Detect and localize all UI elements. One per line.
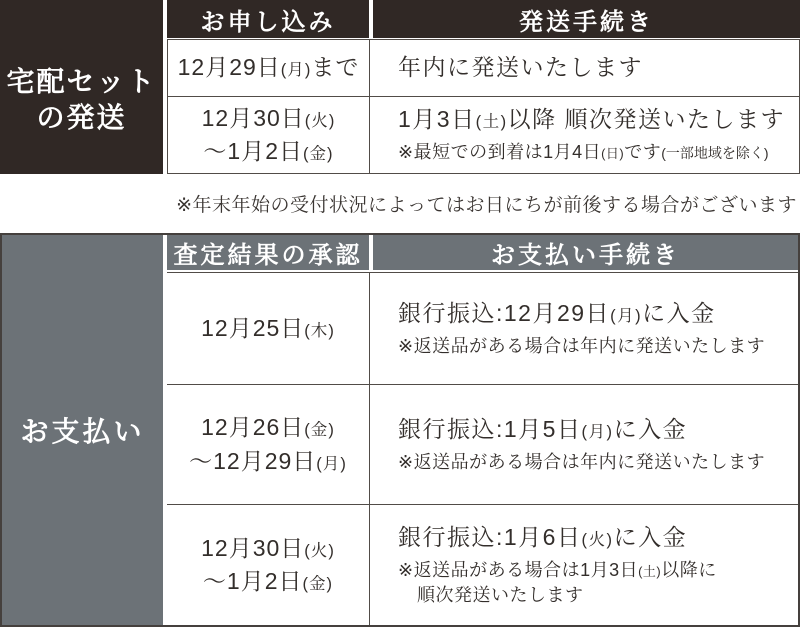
shipping-row-header-line1: 宅配セット bbox=[6, 65, 157, 97]
payment-row3-procedure: 銀行振込:1月6日(火)に入金 bbox=[398, 523, 688, 550]
shipping-col-header-application: お申し込み bbox=[167, 0, 369, 38]
payment-row1-procedure: 銀行振込:12月29日(月)に入金 bbox=[398, 299, 716, 326]
shipping-row2-procedure-cell bbox=[370, 97, 799, 173]
shipping-row2-application-cell bbox=[168, 97, 369, 173]
payment-row1-note: ※返送品がある場合は年内に発送いたします bbox=[398, 335, 766, 356]
payment-row2-procedure-cell bbox=[370, 385, 798, 504]
payment-row3-approval-line1: 12月30日(火) bbox=[201, 534, 335, 561]
payment-table-body bbox=[167, 272, 798, 625]
payment-row2-approval-line2: 〜12月29日(月) bbox=[189, 447, 347, 474]
payment-row2-approval-line1: 12月26日(金) bbox=[201, 414, 335, 441]
payment-row2-approval-cell bbox=[167, 385, 369, 504]
shipping-row2-procedure: 1月3日(土)以降 順次発送いたします bbox=[398, 106, 786, 133]
shipping-row1-procedure-cell bbox=[370, 40, 799, 96]
shipping-row-header-line2: の発送 bbox=[36, 102, 127, 133]
shipping-row-header bbox=[0, 0, 163, 174]
payment-row3-approval-cell bbox=[167, 505, 369, 625]
shipping-row1-procedure: 年内に発送いたします bbox=[398, 54, 643, 81]
interim-note: ※年末年始の受付状況によってはお日にちが前後する場合がございます bbox=[176, 195, 797, 216]
payment-col-header-procedure: お支払い手続き bbox=[373, 235, 798, 270]
shipping-row2-note-sub: (一部地域を除く) bbox=[661, 145, 769, 162]
payment-row1-approval-cell bbox=[167, 273, 369, 384]
payment-row3-procedure-cell bbox=[370, 505, 798, 625]
payment-row3-approval-line2: 〜1月2日(金) bbox=[202, 568, 334, 594]
payment-row2-note: ※返送品がある場合は年内に発送いたします bbox=[398, 451, 766, 472]
payment-row2-procedure: 銀行振込:1月5日(月)に入金 bbox=[398, 415, 688, 442]
shipping-row1-application: 12月29日(月)まで bbox=[177, 54, 360, 81]
payment-col-header-approval: 査定結果の承認 bbox=[167, 235, 369, 270]
shipping-row2-note bbox=[398, 140, 769, 164]
shipping-col-header-procedure: 発送手続き bbox=[373, 0, 800, 38]
shipping-row1-application-cell bbox=[168, 40, 369, 96]
payment-row-header: お支払い bbox=[2, 235, 163, 625]
shipping-row2-note-main: ※最短での到着は1月4日(日)です bbox=[398, 142, 662, 163]
payment-row1-procedure-cell bbox=[370, 273, 798, 384]
payment-row1-approval: 12月25日(木) bbox=[201, 314, 335, 341]
payment-table bbox=[0, 233, 800, 627]
shipping-row2-application-line1: 12月30日(火) bbox=[201, 104, 336, 131]
shipping-table bbox=[0, 0, 800, 174]
shipping-row2-application-line2: 〜1月2日(金) bbox=[203, 138, 334, 164]
shipping-table-body bbox=[167, 39, 800, 174]
payment-row3-note-line1: ※返送品がある場合は1月3日(土)以降に bbox=[398, 559, 717, 580]
payment-row3-note-line2: 順次発送いたします bbox=[417, 584, 584, 605]
